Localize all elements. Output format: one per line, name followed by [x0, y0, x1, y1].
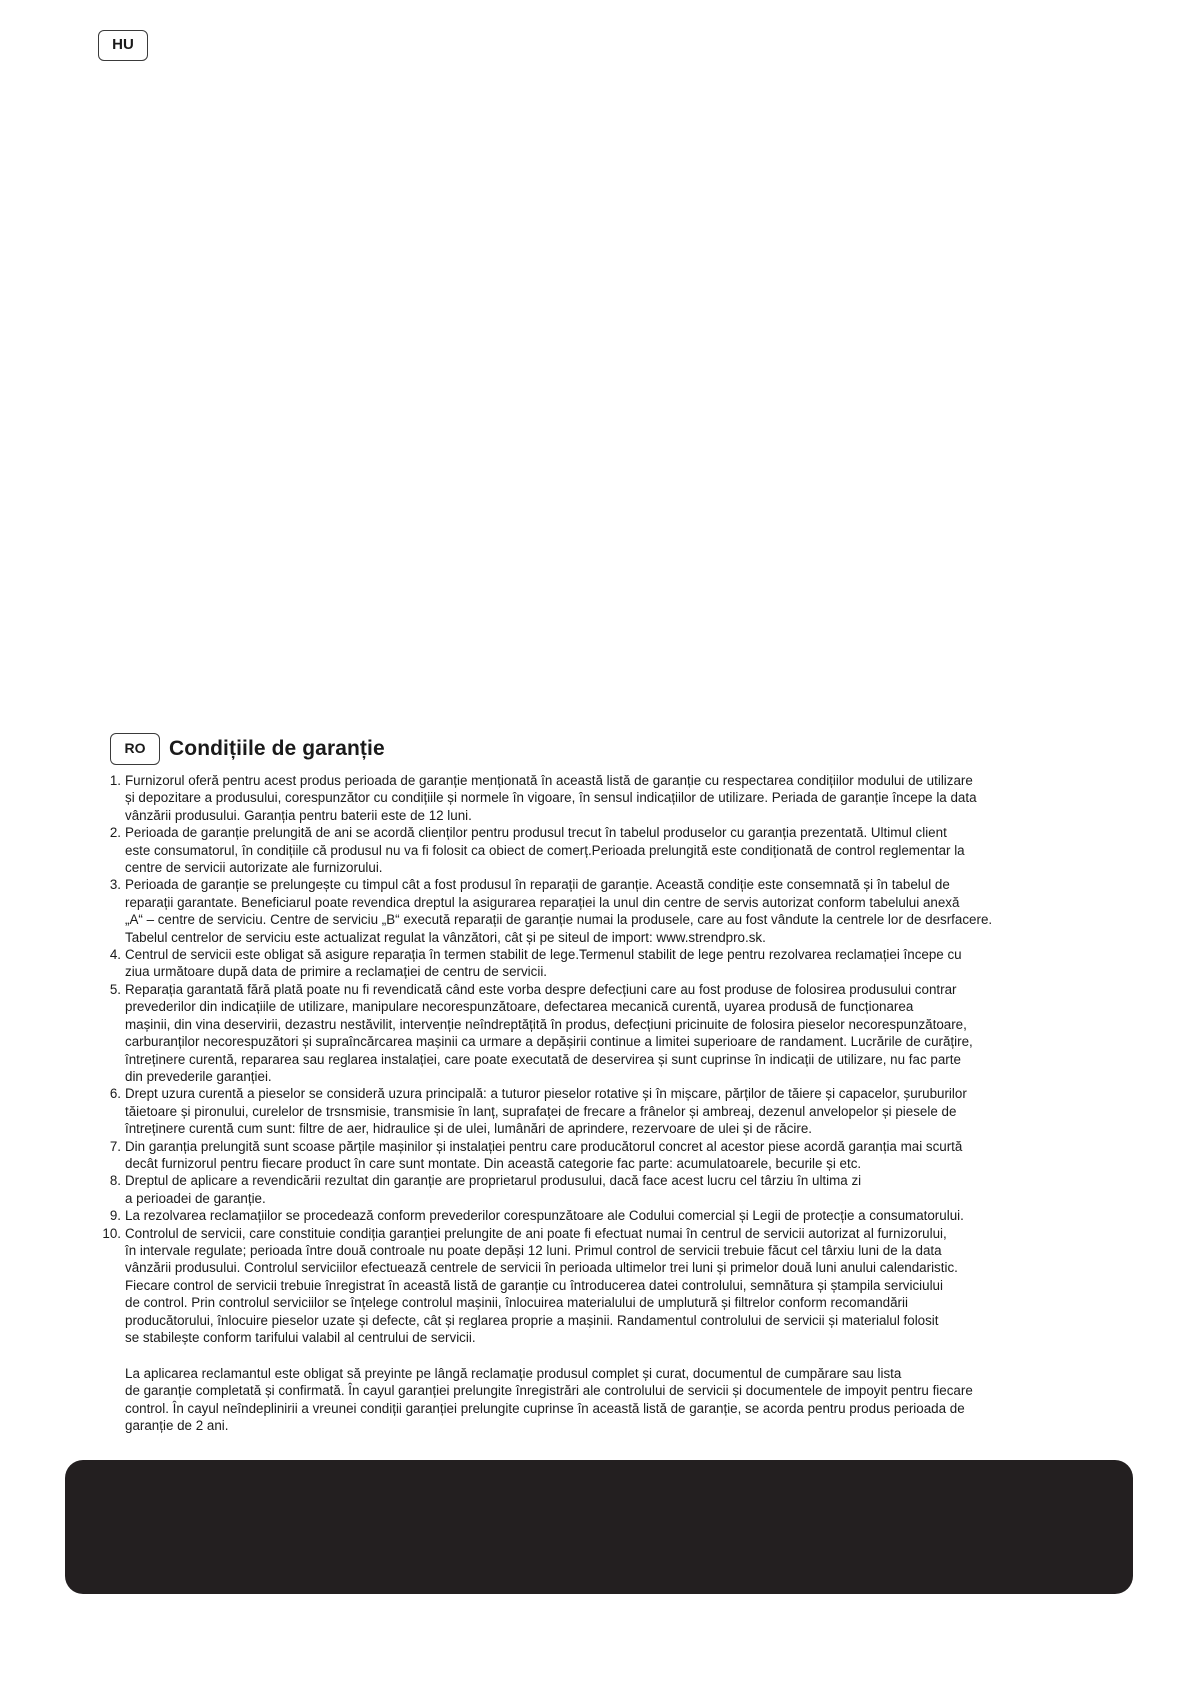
- item-text-line: este consumatorul, în condițiile că produsul nu va fi folosit ca obiect de comerț.Perioada prelungită este condiționată de control reglementar la: [125, 842, 965, 858]
- item-number: 9.: [109, 1208, 121, 1224]
- item-text-line: Tabelul centrelor de serviciu este actualizat regulat la vânzători, cât și pe siteul de import: www.strendpro.sk.: [125, 929, 766, 945]
- closing-text-line: de garanție completată și confirmată. În cayul garanției prelungite înregistrări ale controlului de servicii și documentele de impoyit pentru fiecare: [125, 1383, 973, 1399]
- item-text-line: vânzării produsului. Controlul serviciilor efectuează centrele de servicii în perioada ultimelor trei luni și primelor două luni anului calendaristic.: [125, 1260, 958, 1276]
- section-title: Condițiile de garanție: [169, 737, 385, 760]
- item-text-line: întreținere curentă, repararea sau reglarea instalației, care poate executată de deservirea și sunt cuprinse în indicații de utilizare, nu fac parte: [125, 1051, 961, 1067]
- item-text-line: din prevederile garanției.: [125, 1068, 272, 1084]
- list-item: [102, 1225, 1105, 1347]
- item-text-line: Furnizorul oferă pentru acest produs perioada de garanție menționată în această listă de garanție cu respectarea condițiilor modului de utilizare: [125, 773, 973, 788]
- item-number: 2.: [109, 825, 121, 841]
- list-item: [105, 981, 1105, 1085]
- closing-text-line: garanție de 2 ani.: [125, 1418, 229, 1434]
- item-text-line: Centrul de servicii este obligat să asigure reparația în termen stabilit de lege.Termenul stabilit de lege pentru rezolvarea reclamației începe cu: [125, 947, 962, 963]
- footer-band: [65, 1460, 1133, 1594]
- item-text-line: „A“ – centre de serviciu. Centre de serviciu „B“ execută reparații de garanție numai la produsele, care au fost vândute la centrele lor de desrfacere.: [125, 912, 993, 928]
- item-text-line: reparații garantate. Beneficiarul poate revendica dreptul la asigurarea reparației la unul din centre de servis autorizat conform tabelului anexă: [125, 894, 960, 910]
- item-text-line: vânzării produsului. Garanția pentru baterii este de 12 luni.: [125, 807, 472, 823]
- item-text-line: Din garanția prelungită sunt scoase părțile mașinilor și instalației pentru care producătorul concret al acestor piese acordă garanția mai scurtă: [125, 1138, 963, 1154]
- item-text-line: Perioada de garanție se prelungește cu timpul cât a fost produsul în reparații de garanție. Această condiție este consemnată și în tabelul de: [125, 877, 950, 893]
- closing-text-line: La aplicarea reclamantul este obligat să preyinte pe lângă reclamație produsul complet și curat, documentul de cumpărare sau lista: [125, 1366, 902, 1381]
- item-text-line: prevederilor din indicațiile de utilizare, manipulare necorespunzătoare, defectarea mecanică curentă, uyarea produsă de funcționarea: [125, 999, 914, 1015]
- item-number: 1.: [109, 773, 121, 788]
- item-text-line: întreținere curentă cum sunt: filtre de aer, hidraulice și de ulei, lumânări de aprindere, rezervoare de ulei și de răcire.: [125, 1121, 812, 1137]
- item-number: 3.: [109, 877, 121, 893]
- language-badge-hu: HU: [98, 30, 148, 61]
- item-text-line: Fiecare control de servicii trebuie înregistrat în această listă de garanție cu întroducerea datei controlului, semnătura și ștampila serviciului: [125, 1277, 943, 1293]
- item-number: 5.: [109, 981, 121, 997]
- warranty-terms-list: [102, 772, 1105, 1346]
- item-text-line: Dreptul de aplicare a revendicării rezultat din garanție are proprietarul produsului, dacă face acest lucru cel târziu în ultima zi: [125, 1173, 862, 1189]
- closing-paragraph: [125, 1365, 1105, 1435]
- section-header: [110, 732, 385, 766]
- item-number: 6.: [109, 1086, 121, 1102]
- list-item: [105, 876, 1105, 946]
- item-text-line: a perioadei de garanție.: [125, 1190, 266, 1206]
- item-text-line: producătorului, înlocuire pieselor uzate și defecte, cât și reglarea proprie a mașinii. Randamentul controlului de servicii și materialul folosit: [125, 1312, 939, 1328]
- list-item: [105, 1172, 1105, 1207]
- item-text-line: Reparația garantată fără plată poate nu fi revendicată când este vorba despre defecțiuni care au fost produse de folosirea produsului contrar: [125, 981, 957, 997]
- list-item: [105, 1085, 1105, 1137]
- item-text-line: decât furnizorul pentru fiecare product în care sunt montate. Din această categorie fac parte: acumulatoarele, becurile și etc.: [125, 1155, 862, 1171]
- item-number: 7.: [109, 1138, 121, 1154]
- item-number: 8.: [109, 1173, 121, 1189]
- item-text-line: în intervale regulate; perioada între două controale nu poate depăși 12 luni. Primul control de servicii trebuie făcut cel târxiu luni de la data: [125, 1242, 942, 1258]
- list-item: [105, 946, 1105, 981]
- item-number: 10.: [102, 1225, 121, 1241]
- item-text-line: La rezolvarea reclamațiilor se procedează conform prevederilor corespunzătoare ale Codului comercial și Legii de protecție a consumatorului.: [125, 1208, 964, 1224]
- closing-text-line: control. În cayul neîndeplinirii a vreunei condiții garanției prelungite cuprinse în această listă de garanție, se acorda pentru produs perioada de: [125, 1400, 965, 1416]
- list-item: [105, 1207, 1105, 1224]
- item-text-line: mașinii, din vina deservirii, dezastru nestăvilit, intervenție neîndreptățită în produs, defecțiuni pricinuite de folosira pieselor necorespunzătoare,: [125, 1016, 967, 1032]
- item-text-line: se stabilește conform tarifului valabil al centrului de servicii.: [125, 1330, 476, 1345]
- list-item: [105, 824, 1105, 876]
- item-text-line: și depozitare a produsului, corespunzător cu condițiile și normele în vigoare, în sensul indicațiilor de utilizare. Periada de garanție începe la data: [125, 790, 977, 806]
- item-text-line: carburanților necorespuzători și supraîncărcarea mașinii ca urmare a depășirii continue a limitei superioare de randament. Lucrările de curățire,: [125, 1034, 973, 1050]
- item-text-line: tăietoare și pironului, curelelor de trsnsmisie, transmisie în lanț, suprafaței de frecare a frânelor și ambreaj, dezenul anvelopelor și piesele de: [125, 1103, 957, 1119]
- item-text-line: ziua următoare după data de primire a reclamației de centru de servicii.: [125, 964, 548, 980]
- list-item: [105, 1138, 1105, 1173]
- language-badge-ro: RO: [110, 733, 160, 765]
- item-text-line: centre de servicii autorizate ale furnizorului.: [125, 860, 383, 876]
- list-item: [105, 772, 1105, 824]
- item-text-line: Perioada de garanție prelungită de ani se acordă clienților pentru produsul trecut în tabelul produselor cu garanția prezentată. Ultimul client: [125, 825, 947, 841]
- item-text-line: Drept uzura curentă a pieselor se consideră uzura principală: a tuturor pieselor rotative și în mișcare, părților de tăiere și capacelor, șuruburilor: [125, 1086, 967, 1102]
- item-text-line: de control. Prin controlul serviciilor se înțelege controlul mașinii, înlocuirea materialului de umplutură și filtrelor conform recomandării: [125, 1295, 908, 1311]
- item-number: 4.: [109, 947, 121, 963]
- item-text-line: Controlul de servicii, care constituie condiția garanției prelungite de ani poate fi efectuat numai în centrul de servicii autorizat al furnizorului,: [125, 1225, 947, 1241]
